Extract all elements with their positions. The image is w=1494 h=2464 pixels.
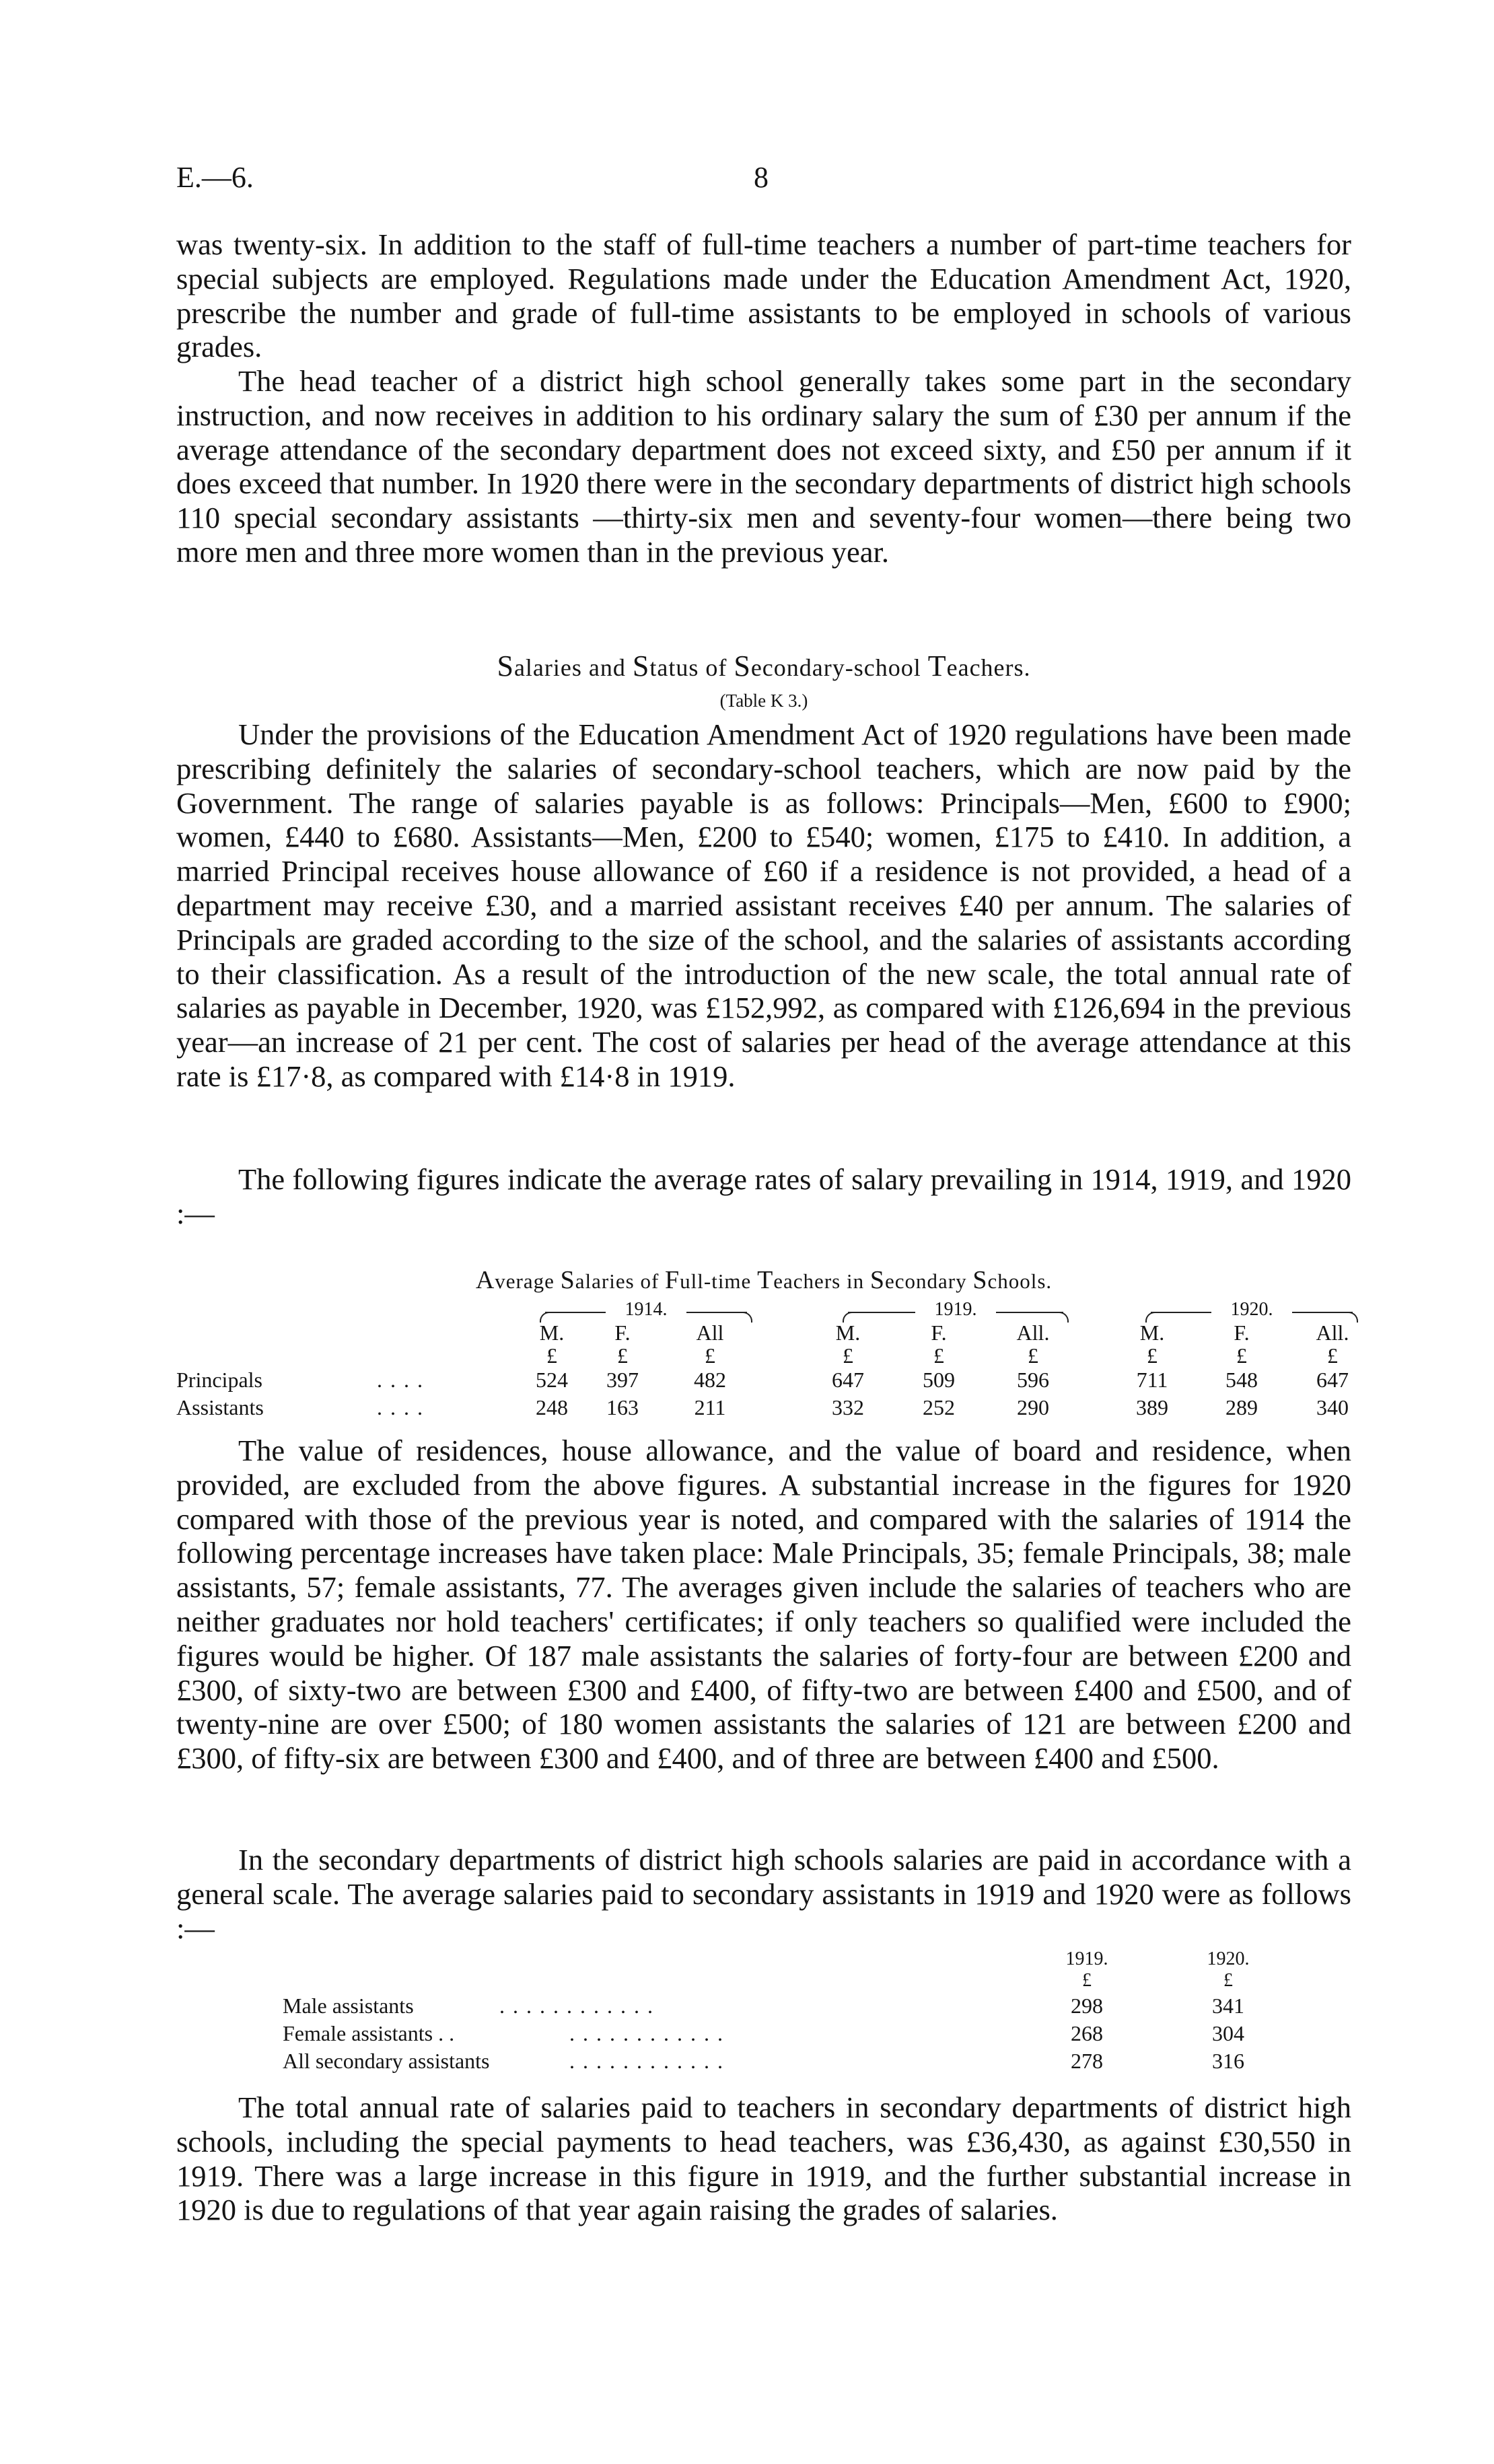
year-1920: 1920. [1211,1300,1292,1320]
col-head-1919-f: F. [931,1321,947,1345]
t1-part-4: eachers in [773,1269,870,1293]
t1-part-5: econdary [884,1269,973,1293]
heading-cap-2: S [632,649,650,682]
t1-cap-2: S [560,1266,575,1294]
t2-leader-male: . . . . . . . . . . . . [499,1994,654,2018]
unit-1914-all: £ [705,1343,715,1368]
t2-male-1919: 298 [1071,1994,1103,2018]
col-head-1914-m: M. [539,1321,565,1345]
assistants-1914-m: 248 [536,1395,568,1419]
unit-1914-m: £ [546,1343,557,1368]
assistants-1920-all: 340 [1316,1395,1349,1419]
col-head-1919-all: All. [1016,1321,1050,1345]
unit-1920-f: £ [1236,1343,1247,1368]
heading-cap-1: S [497,649,514,682]
principals-1914-m: 524 [536,1368,568,1392]
t2-label-male: Male assistants [283,1994,414,2018]
principals-1919-f: 509 [923,1368,955,1392]
t1-cap-3: F [665,1266,680,1294]
residences-paragraph: The value of residences, house allowance, and the value of board and residence, when provided, are excluded from the above figures. A substantial increase in the figures for 1920 compared with those of the previous year is noted, and compared with the salaries of 1914 the following percentage increases have taken place: Male Principals, 35; female Principals, 38; male assistants, 57; female assistants, 77. The averages given include the salaries of teachers who are neither graduates nor hold teachers' certificates; if only teachers so qualified were included the figures would be higher. Of 187 male assistants the salaries of forty-four are between £200 and £300, of sixty-two are between £300 and £400, of fifty-two are between £400 and £500, and of twenty-nine are over £500; of 180 women assistants the salaries of 121 are between £200 and £300, of fifty-six are between £300 and £400, and of three are between £400 and £500. [176,1434,1351,1775]
t1-part-2: alaries of [575,1269,666,1293]
t1-part-3: ull-time [680,1269,758,1293]
col-head-1919-m: M. [835,1321,861,1345]
unit-1914-f: £ [617,1343,628,1368]
year-1919: 1919. [915,1300,996,1320]
heading-part-1: alaries and [513,654,633,681]
t2-label-female: Female assistants . . [283,2021,455,2045]
assistants-1919-all: 290 [1017,1395,1049,1419]
table1-title [176,1265,1351,1295]
heading-part-4: eachers. [946,654,1031,681]
t2-unit-1919: £ [1082,1970,1092,1991]
t2-all-1919: 278 [1071,2049,1103,2073]
unit-1919-m: £ [843,1343,853,1368]
row-label-principals: Principals [176,1368,262,1392]
assistants-1919-f: 252 [923,1395,955,1419]
col-head-1914-all: All [696,1321,724,1345]
intro-paragraph-1: was twenty-six. In addition to the staff of full-time teachers a number of part-time teachers for special subjects are employed. Regulations made under the Education Amendment Act, 1920, prescribe the number and grade of full-time assistants to be employed in schools of various grades. [176,227,1351,364]
principals-1920-m: 711 [1136,1368,1168,1392]
assistants-1920-f: 289 [1225,1395,1258,1419]
following-figures-paragraph: The following figures indicate the average rates of salary prevailing in 1914, 1919, and 1920 :— [176,1162,1351,1230]
t1-cap-6: S [972,1266,988,1294]
t2-label-all: All secondary assistants [283,2049,490,2073]
heading-cap-4: T [927,649,947,682]
t2-unit-1920: £ [1223,1970,1233,1991]
unit-1920-m: £ [1147,1343,1158,1368]
t1-part-1: verage [495,1269,561,1293]
t2-leader-all: . . . . . . . . . . . . [569,2049,724,2073]
t2-all-1920: 316 [1212,2049,1244,2073]
t1-cap-1: A [475,1266,495,1294]
t2-leader-female: . . . . . . . . . . . . [569,2021,724,2045]
row-leader-principals: . . . . [377,1368,424,1392]
principals-1914-f: 397 [606,1368,639,1392]
t2-male-1920: 341 [1212,1994,1244,2018]
unit-1920-all: £ [1327,1343,1338,1368]
principals-1914-all: 482 [694,1368,726,1392]
salaries-paragraph: Under the provisions of the Education Amendment Act of 1920 regulations have been made prescribing definitely the salaries of secondary-school teachers, which are now paid by the Government. The range of salaries payable is as follows: Principals—Men, £600 to £900; women, £440 to £680. Assistants—Men, £200 to £540; women, £175 to £410. In addition, a married Principal receives house allowance of £60 if a residence is not provided, a head of a department may receive £30, and a married assistant receives £40 per annum. The salaries of Principals are graded according to the size of the school, and the salaries of assistants according to their classification. As a result of the introduction of the new scale, the total annual rate of salaries as payable in December, 1920, was £152,992, as compared with £126,694 in the previous year—an increase of 21 per cent. The cost of salaries per head of the average attendance at this rate is £17·8, as compared with £14·8 in 1919. [176,717,1351,1093]
district-schools-paragraph: In the secondary departments of district high schools salaries are paid in accordance with a general scale. The average salaries paid to secondary assistants in 1919 and 1920 were as follows :— [176,1843,1351,1945]
intro-paragraph-2: The head teacher of a district high school generally takes some part in the secondary instruction, and now receives in addition to his ordinary salary the sum of £30 per annum if the average attendance of the secondary department does not exceed sixty, and £50 per annum if it does exceed that number. In 1920 there were in the secondary departments of district high schools 110 special secondary assistants —thirty-six men and seventy-four women—there being two more men and three more women than in the previous year. [176,364,1351,569]
t2-female-1920: 304 [1212,2021,1244,2045]
assistants-1920-m: 389 [1136,1395,1168,1419]
page-number: 8 [754,161,769,194]
t2-female-1919: 268 [1071,2021,1103,2045]
col-head-1920-m: M. [1139,1321,1165,1345]
t2-year-1919: 1919. [1065,1948,1108,1969]
document-code: E.—6. [176,161,254,194]
t1-cap-4: T [757,1266,774,1294]
assistants-1919-m: 332 [832,1395,864,1419]
row-label-assistants: Assistants [176,1395,264,1419]
t1-part-6: chools. [987,1269,1053,1293]
closing-paragraph: The total annual rate of salaries paid to teachers in secondary departments of district high schools, including the special payments to head teachers, was £36,430, as against £30,550 in 1919. There was a large increase in this figure in 1919, and the further substantial increase in 1920 is due to regulations of that year again raising the grades of salaries. [176,2090,1351,2227]
table-reference: (Table K 3.) [719,691,808,711]
principals-1919-all: 596 [1017,1368,1049,1392]
col-head-1920-f: F. [1234,1321,1250,1345]
t1-cap-5: S [869,1266,885,1294]
principals-1919-m: 647 [832,1368,864,1392]
section-heading [176,649,1351,683]
heading-part-3: econdary-school [750,654,928,681]
t2-year-1920: 1920. [1207,1948,1250,1969]
col-head-1920-all: All. [1316,1321,1349,1345]
principals-1920-all: 647 [1316,1368,1349,1392]
heading-part-2: tatus of [649,654,734,681]
col-head-1914-f: F. [614,1321,631,1345]
year-1914: 1914. [606,1300,686,1320]
row-leader-assistants: . . . . [377,1395,424,1419]
assistants-1914-all: 211 [694,1395,726,1419]
unit-1919-f: £ [933,1343,944,1368]
assistants-1914-f: 163 [606,1395,639,1419]
principals-1920-f: 548 [1225,1368,1258,1392]
heading-cap-3: S [734,649,751,682]
unit-1919-all: £ [1028,1343,1038,1368]
